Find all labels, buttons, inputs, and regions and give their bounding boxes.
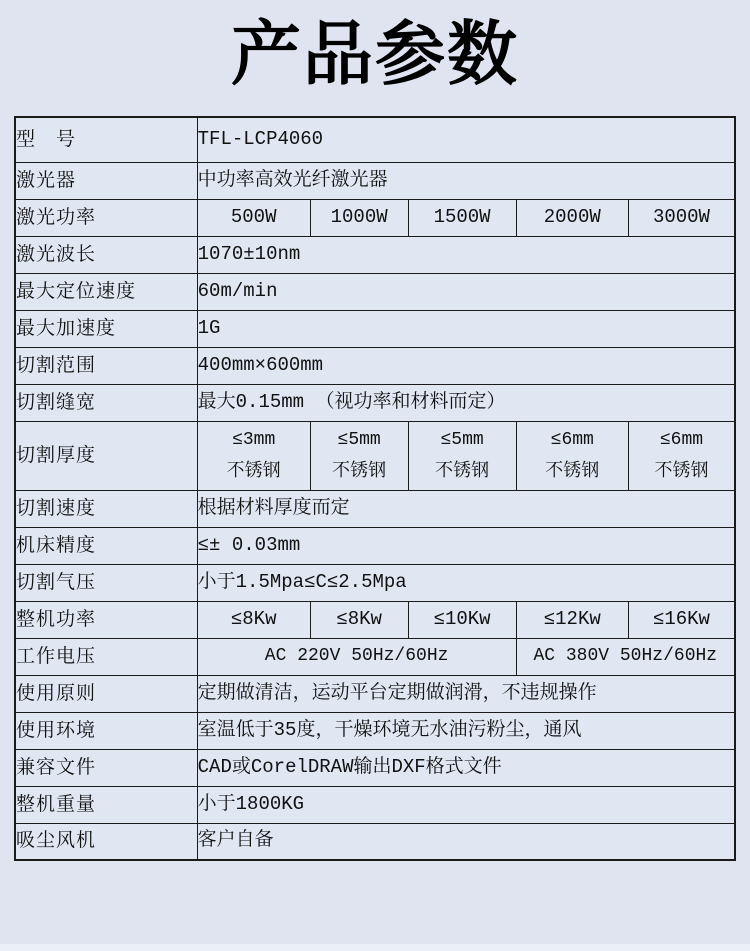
spec-row-kerf-width <box>15 384 735 421</box>
spec-row-laser-power <box>15 199 735 236</box>
spec-value: 定期做清洁，运动平台定期做润滑，不违规操作 <box>197 675 735 712</box>
spec-value: 小于1.5Mpa≤C≤2.5Mpa <box>197 564 735 601</box>
thickness-limit: ≤6mm <box>550 430 594 451</box>
spec-row-max-position-speed <box>15 273 735 310</box>
spec-row-max-acceleration <box>15 310 735 347</box>
spec-label: 切割范围 <box>15 347 197 384</box>
thickness-material: 不锈钢 <box>435 460 490 481</box>
spec-label: 切割气压 <box>15 564 197 601</box>
spec-value: 400mm×600mm <box>197 347 735 384</box>
spec-row-dust-fan <box>15 823 735 860</box>
spec-row-cutting-speed <box>15 490 735 527</box>
thickness-limit: ≤5mm <box>440 430 484 451</box>
spec-value: 室温低于35度，干燥环境无水油污粉尘，通风 <box>197 712 735 749</box>
spec-value: 最大0.15mm （视功率和材料而定） <box>197 384 735 421</box>
spec-value: ≤8Kw <box>197 601 310 638</box>
thickness-limit: ≤6mm <box>659 430 704 451</box>
spec-value <box>197 421 310 490</box>
spec-label: 切割厚度 <box>15 421 197 490</box>
spec-row-cutting-range <box>15 347 735 384</box>
spec-value: TFL-LCP4060 <box>197 117 735 162</box>
spec-row-total-power <box>15 601 735 638</box>
spec-value: ≤10Kw <box>408 601 516 638</box>
spec-value <box>408 421 516 490</box>
spec-row-cutting-thickness <box>15 421 735 490</box>
spec-label: 最大加速度 <box>15 310 197 347</box>
spec-label: 工作电压 <box>15 638 197 675</box>
spec-value: 1G <box>197 310 735 347</box>
thickness-limit: ≤3mm <box>232 430 276 451</box>
spec-label: 最大定位速度 <box>15 273 197 310</box>
bottom-highlight-strip <box>0 944 750 951</box>
spec-value: 500W <box>197 199 310 236</box>
spec-value: 2000W <box>516 199 628 236</box>
spec-value: CAD或CorelDRAW输出DXF格式文件 <box>197 749 735 786</box>
spec-label: 使用环境 <box>15 712 197 749</box>
spec-label: 切割速度 <box>15 490 197 527</box>
spec-value: 60m/min <box>197 273 735 310</box>
spec-value: 1000W <box>310 199 408 236</box>
spec-value: ≤12Kw <box>516 601 628 638</box>
spec-value: ≤16Kw <box>628 601 735 638</box>
spec-value <box>516 421 628 490</box>
thickness-material: 不锈钢 <box>332 460 387 481</box>
spec-value: 客户自备 <box>197 823 735 860</box>
spec-row-usage-principle <box>15 675 735 712</box>
spec-value: 1070±10nm <box>197 236 735 273</box>
spec-label: 激光器 <box>15 162 197 199</box>
spec-label: 型 号 <box>15 117 197 162</box>
spec-value: 中功率高效光纤激光器 <box>197 162 735 199</box>
spec-value <box>628 421 735 490</box>
spec-row-machine-accuracy <box>15 527 735 564</box>
page-title: 产品参数 <box>231 15 519 93</box>
spec-row-air-pressure <box>15 564 735 601</box>
spec-value: AC 380V 50Hz/60Hz <box>516 638 735 675</box>
thickness-limit: ≤5mm <box>337 430 381 451</box>
spec-value: AC 220V 50Hz/60Hz <box>197 638 516 675</box>
spec-value: 3000W <box>628 199 735 236</box>
spec-value: 根据材料厚度而定 <box>197 490 735 527</box>
spec-row-laser <box>15 162 735 199</box>
spec-row-working-voltage <box>15 638 735 675</box>
spec-row-wavelength <box>15 236 735 273</box>
thickness-material: 不锈钢 <box>545 460 600 481</box>
spec-label: 切割缝宽 <box>15 384 197 421</box>
spec-label: 使用原则 <box>15 675 197 712</box>
spec-label: 机床精度 <box>15 527 197 564</box>
thickness-material: 不锈钢 <box>226 460 281 481</box>
spec-value <box>310 421 408 490</box>
thickness-material: 不锈钢 <box>654 460 709 481</box>
spec-label: 兼容文件 <box>15 749 197 786</box>
spec-value: ≤± 0.03mm <box>197 527 735 564</box>
spec-row-compatible-files <box>15 749 735 786</box>
spec-row-model <box>15 117 735 162</box>
spec-label: 激光波长 <box>15 236 197 273</box>
spec-label: 激光功率 <box>15 199 197 236</box>
spec-value: 小于1800KG <box>197 786 735 823</box>
spec-row-usage-environment <box>15 712 735 749</box>
product-spec-table <box>14 116 736 861</box>
spec-label: 整机功率 <box>15 601 197 638</box>
spec-value: 1500W <box>408 199 516 236</box>
spec-value: ≤8Kw <box>310 601 408 638</box>
spec-label: 整机重量 <box>15 786 197 823</box>
spec-row-total-weight <box>15 786 735 823</box>
spec-label: 吸尘风机 <box>15 823 197 860</box>
